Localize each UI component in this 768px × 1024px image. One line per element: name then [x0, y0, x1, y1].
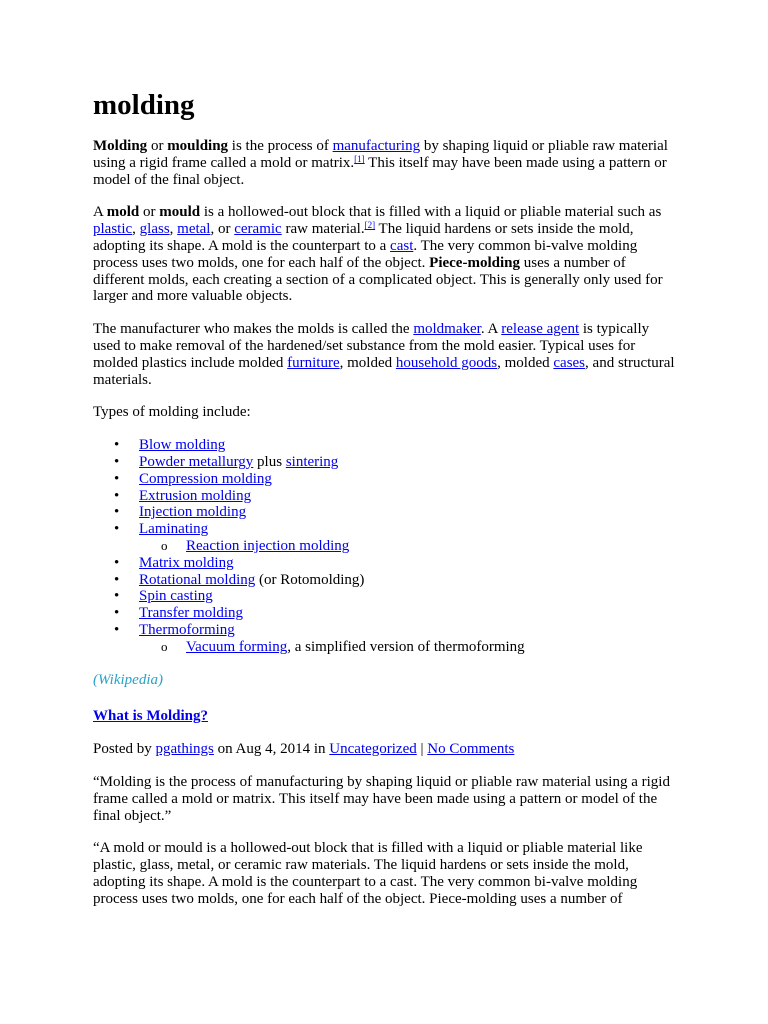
page-title: molding — [93, 89, 195, 121]
list-item — [114, 555, 678, 572]
link-spin-casting[interactable]: Spin casting — [139, 588, 213, 605]
list-item — [114, 488, 678, 505]
link-transfer-molding[interactable]: Transfer molding — [139, 605, 244, 622]
comments-link[interactable]: No Comments — [427, 741, 515, 758]
link-metal[interactable]: metal — [177, 221, 211, 238]
quote-paragraph-1: “Molding is the process of manufacturing by shaping liquid or pliable raw material using a rigid frame called a mold or matrix. This itself may have been made using a pattern or model of the final object.” — [93, 773, 670, 824]
category-link[interactable]: Uncategorized — [329, 741, 417, 758]
link-cast[interactable]: cast — [390, 237, 414, 254]
mold-paragraph: A mold or mould is a hollowed-out block that is filled with a liquid or pliable material such as plastic, glass, metal, or ceramic raw material.[2] The liquid hardens or sets inside the mold, adopting its shape. A mold is the counterpart to a cast. The very common bi-valve molding process uses two molds, one for each half of the object. Piece-molding uses a number of different molds, each creating a section of a complicated object. This is generally only used for larger and more valuable objects. — [93, 204, 663, 305]
link-sintering[interactable]: sintering — [285, 453, 339, 470]
link-matrix-molding[interactable]: Matrix molding — [139, 554, 234, 571]
link-rotational-molding[interactable]: Rotational molding — [139, 571, 256, 588]
author-link[interactable]: pgathings — [155, 741, 214, 758]
reference-link-1[interactable]: [1] — [354, 153, 365, 164]
term-mold: mold — [106, 204, 140, 221]
link-household-goods[interactable]: household goods — [395, 354, 498, 371]
list-item — [114, 588, 678, 605]
article-content — [93, 88, 678, 923]
link-release-agent[interactable]: release agent — [501, 321, 580, 338]
list-item: • Rotational molding (or Rotomolding) — [114, 572, 678, 589]
post-title — [93, 708, 678, 725]
sub-list-item — [161, 538, 678, 555]
link-laminating[interactable]: Laminating — [139, 521, 209, 538]
molding-types-list — [93, 437, 678, 655]
list-item — [114, 504, 678, 521]
sub-list — [139, 639, 678, 656]
link-plastic[interactable]: plastic — [93, 221, 133, 238]
list-item — [114, 521, 678, 555]
sub-list-item: o Vacuum forming, a simplified version of thermoforming — [161, 639, 678, 656]
reference-link-2[interactable]: [2] — [364, 220, 376, 231]
link-thermoforming[interactable]: Thermoforming — [139, 621, 235, 638]
link-furniture[interactable]: furniture — [287, 354, 340, 371]
link-cases[interactable]: cases — [553, 354, 586, 371]
sub-list — [139, 538, 678, 555]
list-item — [114, 437, 678, 454]
post-title-link[interactable]: What is Molding? — [93, 708, 209, 725]
term-piece-molding: Piece-molding — [429, 254, 520, 271]
link-reaction-injection-molding[interactable]: Reaction injection molding — [186, 537, 350, 554]
link-moldmaker[interactable]: moldmaker — [413, 321, 481, 338]
link-manufacturing[interactable]: manufacturing — [332, 138, 421, 154]
link-powder-metallurgy[interactable]: Powder metallurgy — [139, 453, 254, 470]
link-ceramic[interactable]: ceramic — [234, 221, 282, 238]
term-mould: mould — [159, 204, 201, 221]
moldmaker-paragraph: The manufacturer who makes the molds is called the moldmaker. A release agent is typically used to make removal of the hardened/set substance from the mold easier. Typical uses for molded plastics include molded furniture, molded household goods, molded cases, and structural materials. — [93, 321, 675, 388]
link-compression-molding[interactable]: Compression molding — [139, 470, 272, 487]
list-item — [114, 622, 678, 656]
post-meta: Posted by pgathings on Aug 4, 2014 in Uncategorized | No Comments — [93, 741, 515, 758]
list-item — [114, 471, 678, 488]
list-item: • Powder metallurgy plus sintering — [114, 454, 678, 471]
term-moulding: moulding — [167, 138, 229, 154]
types-intro: Types of molding include: — [93, 404, 251, 421]
intro-paragraph: Molding or moulding is the process of manufacturing by shaping liquid or pliable raw material using a rigid frame called a mold or matrix.[1] This itself may have been made using a pattern or model of the final object. — [93, 138, 668, 188]
link-glass[interactable]: glass — [139, 221, 170, 238]
source-attribution: (Wikipedia) — [93, 671, 163, 688]
term-molding: Molding — [93, 138, 148, 154]
list-item — [114, 605, 678, 622]
link-extrusion-molding[interactable]: Extrusion molding — [139, 487, 252, 504]
link-blow-molding[interactable]: Blow molding — [139, 437, 226, 454]
link-injection-molding[interactable]: Injection molding — [139, 504, 247, 521]
link-vacuum-forming[interactable]: Vacuum forming — [186, 638, 288, 655]
quote-paragraph-2: “A mold or mould is a hollowed-out block that is filled with a liquid or pliable material like plastic, glass, metal, or ceramic raw materials. The liquid hardens or sets inside the mold, adopting its shape. A mold is the counterpart to a cast. The very common bi-valve molding process uses two molds, one for each half of the object. Piece-molding uses a number of — [93, 840, 643, 907]
